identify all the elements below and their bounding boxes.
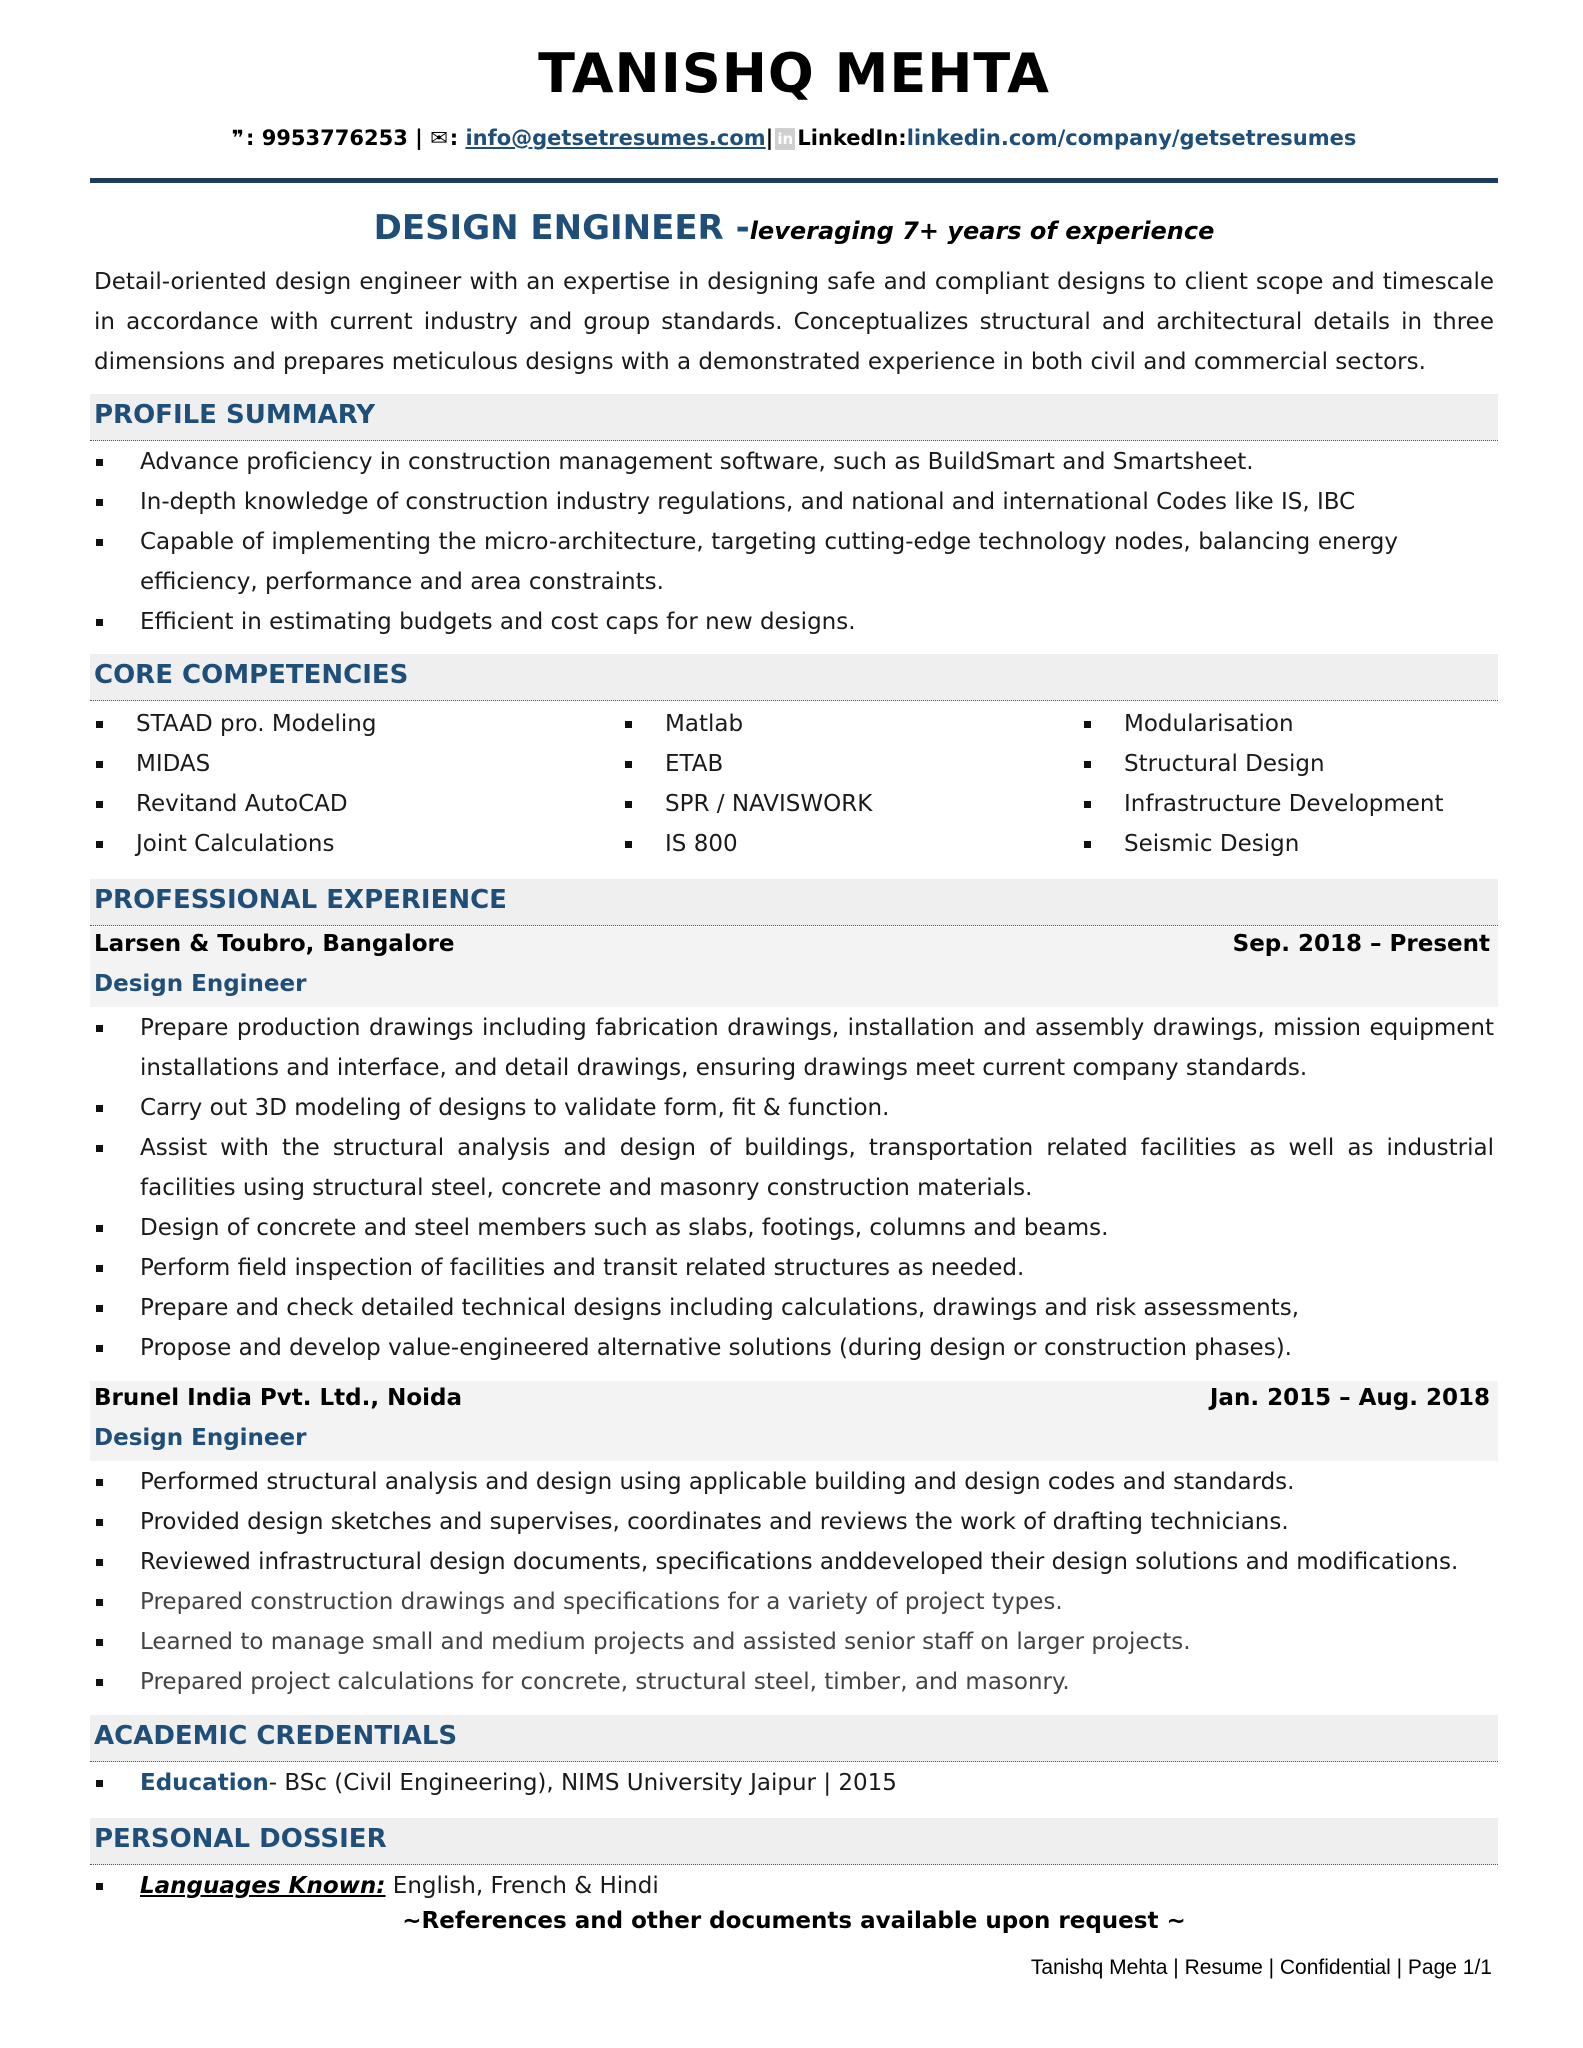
list-item: Prepared construction drawings and specifications for a variety of project types. — [90, 1582, 1498, 1622]
linkedin-icon: in — [775, 128, 795, 150]
phone-number: : 9953776253 | — [245, 126, 423, 150]
section-profile-summary — [90, 394, 1498, 441]
section-heading: PROFESSIONAL EXPERIENCE — [94, 885, 507, 915]
education-value: - BSc (Civil Engineering), NIMS University Jaipur | 2015 — [268, 1770, 897, 1796]
job-dates: Jan. 2015 – Aug. 2018 — [1209, 1385, 1490, 1411]
languages-label: Languages Known: — [140, 1873, 386, 1899]
section-heading: CORE COMPETENCIES — [94, 660, 409, 690]
list-item: Capable of implementing the micro-architecture, targeting cutting-edge technology nodes, balancing energy efficiency, performance and area constraints. — [90, 522, 1498, 602]
section-heading: PROFILE SUMMARY — [94, 400, 376, 430]
job-dates: Sep. 2018 – Present — [1232, 931, 1490, 957]
section-academic-credentials — [90, 1715, 1498, 1762]
list-item — [90, 1763, 1498, 1803]
contact-separator: | — [765, 126, 774, 150]
linkedin-label: LinkedIn: — [797, 126, 907, 150]
linkedin-link[interactable]: linkedin.com/company/getsetresumes — [906, 126, 1357, 150]
academic-list — [90, 1763, 1498, 1803]
list-item: Design of concrete and steel members such as slabs, footings, columns and beams. — [90, 1208, 1498, 1248]
competency-item: Joint Calculations — [90, 824, 376, 864]
competencies-column — [1078, 704, 1444, 864]
competency-item: ETAB — [619, 744, 872, 784]
list-item: Prepare and check detailed technical designs including calculations, drawings and risk assessments, — [90, 1288, 1498, 1328]
profile-summary-list — [90, 442, 1498, 642]
job-headline-tagline: leveraging 7+ years of experience — [749, 217, 1215, 245]
phone-icon: ❞ — [231, 126, 244, 150]
page-footer: Tanishq Mehta | Resume | Confidential | Page 1/1 — [1030, 1956, 1492, 1979]
list-item: Efficient in estimating budgets and cost caps for new designs. — [90, 602, 1498, 642]
company-name: Larsen & Toubro, Bangalore — [94, 931, 455, 957]
envelope-icon: ✉ — [430, 126, 448, 150]
competency-item: MIDAS — [90, 744, 376, 784]
section-personal-dossier — [90, 1818, 1498, 1865]
references-note: ~References and other documents available upon request ~ — [402, 1908, 1186, 1934]
list-item: Performed structural analysis and design using applicable building and design codes and standards. — [90, 1462, 1498, 1502]
competency-item: Revitand AutoCAD — [90, 784, 376, 824]
list-item: Reviewed infrastructural design documents, specifications anddeveloped their design solutions and modifications. — [90, 1542, 1498, 1582]
list-item: Perform field inspection of facilities and transit related structures as needed. — [90, 1248, 1498, 1288]
personal-list — [90, 1866, 1498, 1906]
list-item: Advance proficiency in construction management software, such as BuildSmart and Smartsheet. — [90, 442, 1498, 482]
email-link[interactable]: info@getsetresumes.com — [465, 126, 766, 150]
competencies-column — [90, 704, 376, 864]
competency-item: IS 800 — [619, 824, 872, 864]
job-title: Design Engineer — [94, 1425, 307, 1451]
competency-item: Structural Design — [1078, 744, 1444, 784]
list-item: Prepare production drawings including fabrication drawings, installation and assembly drawings, mission equipment installations and interface, and detail drawings, ensuring drawings meet current company standards. — [90, 1008, 1498, 1088]
resume-page — [90, 0, 1498, 2048]
summary-paragraph: Detail-oriented design engineer with an expertise in designing safe and compliant designs to client scope and timescale in accordance with current industry and group standards. Conceptualizes structural and architectural details in three dimensions and prepares meticulous designs with a demonstrated experience in both civil and commercial sectors. — [94, 269, 1494, 375]
competencies-column — [619, 704, 872, 864]
job-title: Design Engineer — [94, 971, 307, 997]
header-divider — [90, 178, 1498, 183]
competency-item: Infrastructure Development — [1078, 784, 1444, 824]
list-item: Learned to manage small and medium projects and assisted senior staff on larger projects. — [90, 1622, 1498, 1662]
list-item: Provided design sketches and supervises, coordinates and reviews the work of drafting technicians. — [90, 1502, 1498, 1542]
job-duties-list — [90, 1462, 1498, 1702]
languages-value: English, French & Hindi — [385, 1873, 659, 1899]
candidate-name: TANISHQ MEHTA — [538, 42, 1050, 105]
list-item: Prepared project calculations for concrete, structural steel, timber, and masonry. — [90, 1662, 1498, 1702]
section-heading: ACADEMIC CREDENTIALS — [94, 1721, 458, 1751]
competency-item: Modularisation — [1078, 704, 1444, 744]
competency-item: SPR / NAVISWORK — [619, 784, 872, 824]
list-item: In-depth knowledge of construction industry regulations, and national and international Codes like IS, IBC — [90, 482, 1498, 522]
competency-item: Seismic Design — [1078, 824, 1444, 864]
job-headline-title: DESIGN ENGINEER - — [373, 208, 750, 248]
email-prefix: : — [449, 126, 459, 150]
list-item: Propose and develop value-engineered alternative solutions (during design or construction phases). — [90, 1328, 1498, 1368]
company-name: Brunel India Pvt. Ltd., Noida — [94, 1385, 463, 1411]
contact-line — [90, 126, 1498, 150]
list-item: Carry out 3D modeling of designs to validate form, fit & function. — [90, 1088, 1498, 1128]
competency-item: STAAD pro. Modeling — [90, 704, 376, 744]
section-core-competencies — [90, 654, 1498, 701]
job-duties-list — [90, 1008, 1498, 1368]
section-professional-experience — [90, 879, 1498, 926]
headline — [90, 208, 1498, 248]
section-heading: PERSONAL DOSSIER — [94, 1824, 387, 1854]
job-header — [94, 927, 1494, 967]
list-item: Assist with the structural analysis and design of buildings, transportation related facilities as well as industrial facilities using structural steel, concrete and masonry construction materials. — [90, 1128, 1498, 1208]
list-item — [90, 1866, 1498, 1906]
education-label: Education — [140, 1770, 269, 1796]
job-header — [94, 1381, 1494, 1421]
competency-item: Matlab — [619, 704, 872, 744]
